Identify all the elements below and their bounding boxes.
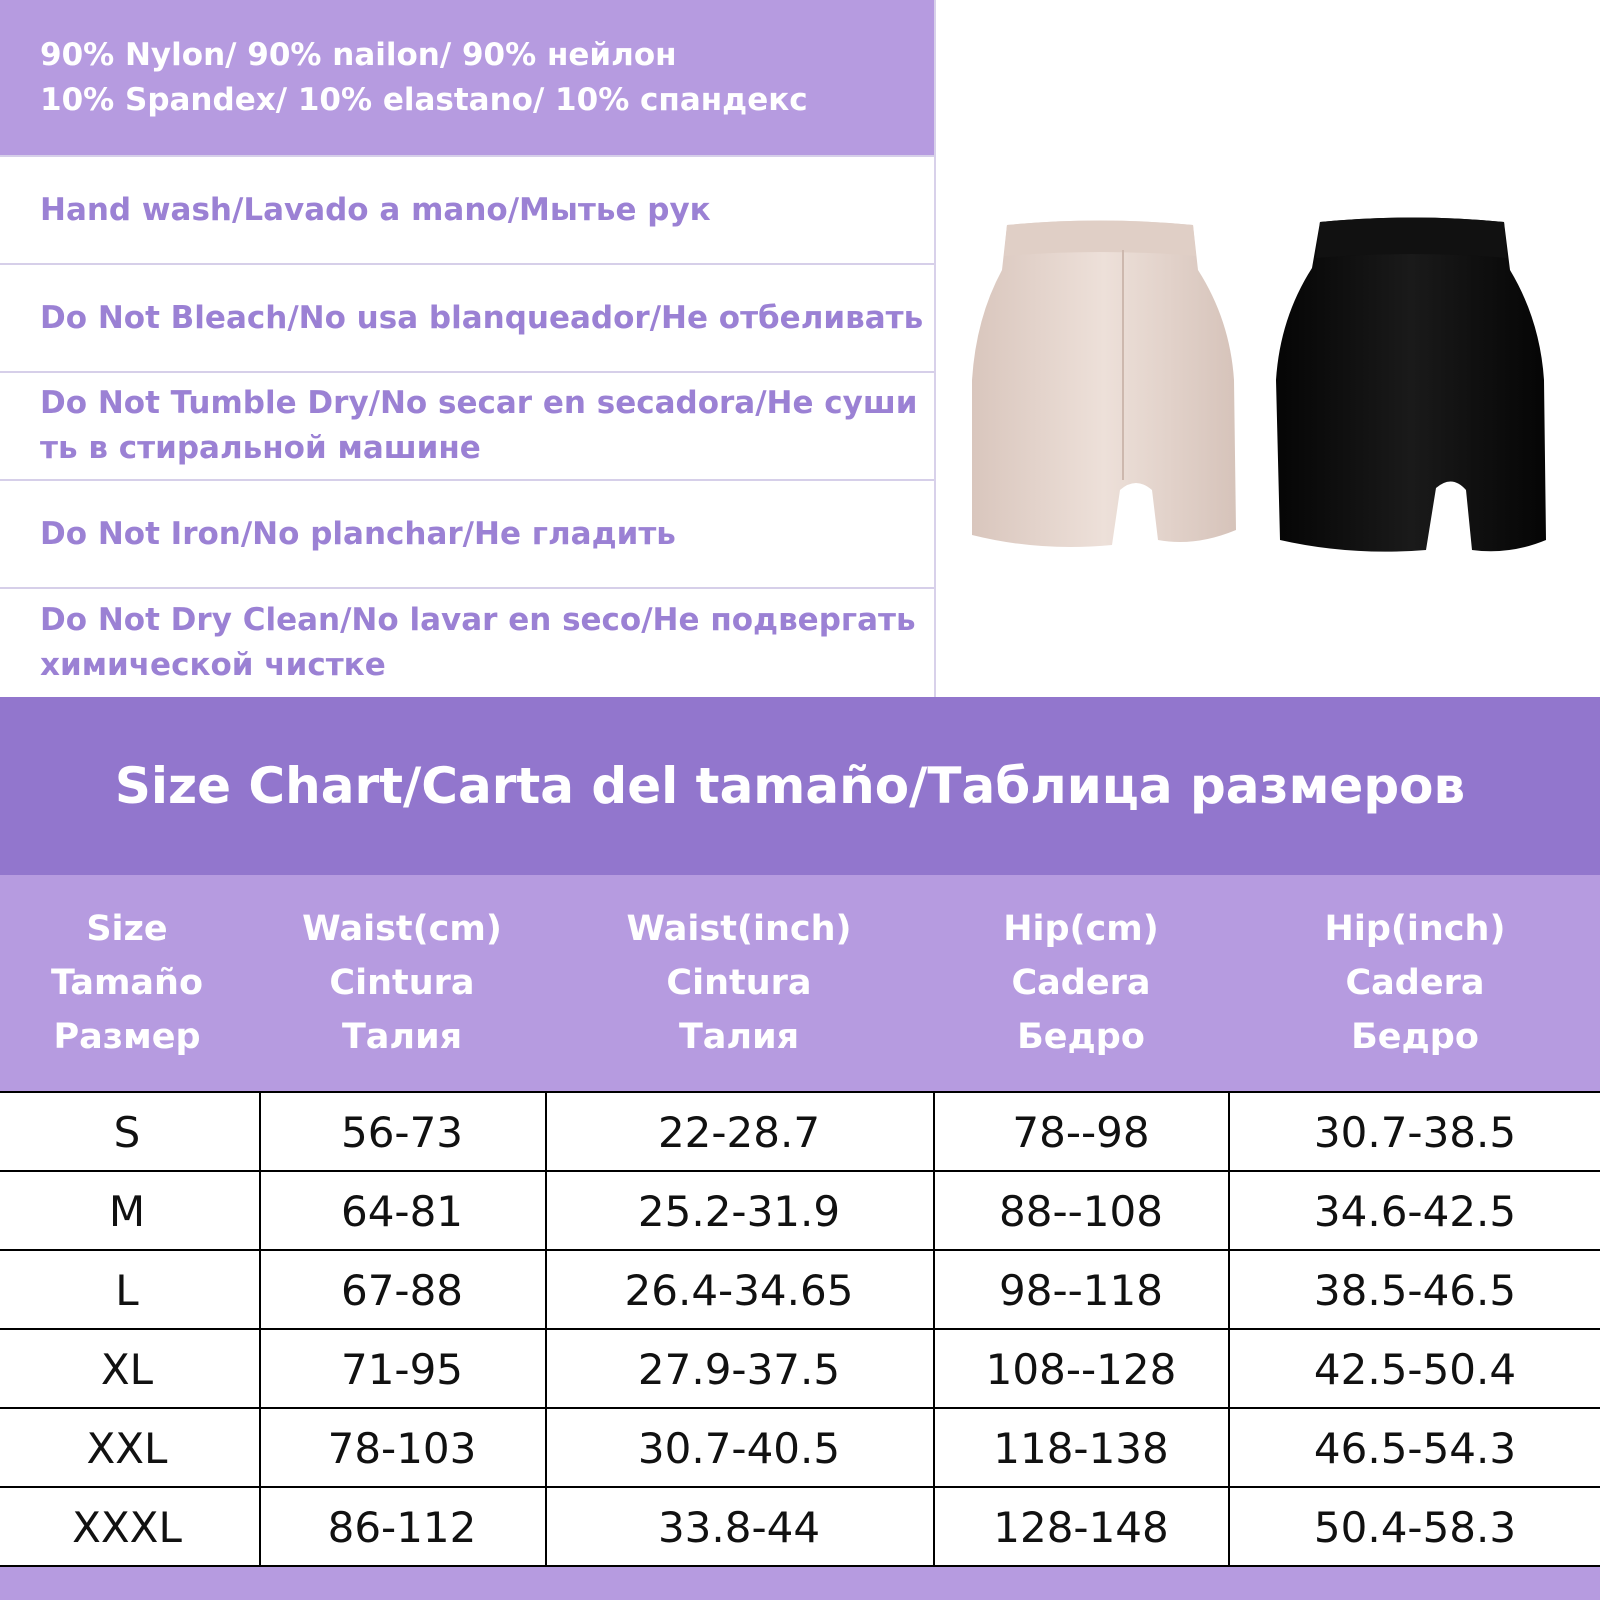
cell-size: XL (100, 1345, 154, 1394)
size-table-header (0, 875, 1600, 1091)
care-item-label: Do Not Tumble Dry/No secar en secadora/Не суши (40, 385, 918, 421)
cell-size: L (115, 1266, 139, 1315)
header-line: Cadera (1011, 963, 1151, 1003)
cell-waist-cm: 67-88 (340, 1266, 464, 1315)
care-item-label: химической чистке (40, 647, 386, 683)
header-waist-cm (260, 875, 544, 1091)
header-line: Hip(inch) (1324, 909, 1506, 949)
cell-hip-inch: 42.5-50.4 (1313, 1345, 1517, 1394)
cell-hip-cm: 108--128 (985, 1345, 1177, 1394)
header-line: Талия (678, 1017, 800, 1057)
cell-waist-inch: 22-28.7 (657, 1108, 821, 1157)
header-waist-inch (546, 875, 932, 1091)
table-row (0, 1172, 1600, 1251)
cell-size: S (113, 1108, 141, 1157)
cell-waist-cm: 64-81 (340, 1187, 464, 1236)
care-item-hand-wash (0, 157, 934, 265)
cell-hip-inch: 30.7-38.5 (1313, 1108, 1517, 1157)
header-size (0, 875, 254, 1091)
care-item-label: Do Not Dry Clean/No lavar en seco/Не подвергать (40, 602, 916, 638)
material-line: 90% Nylon/ 90% nailon/ 90% нейлон (40, 36, 677, 73)
cell-waist-inch: 27.9-37.5 (637, 1345, 841, 1394)
black-shorts-icon (1276, 218, 1546, 552)
care-item-label: ть в стиральной машине (40, 430, 481, 466)
header-line: Бедро (1017, 1017, 1145, 1057)
cell-waist-inch: 26.4-34.65 (624, 1266, 854, 1315)
header-line: Талия (341, 1017, 463, 1057)
care-item-no-tumble-dry (0, 373, 934, 481)
cell-waist-cm: 86-112 (327, 1503, 477, 1552)
header-line: Cintura (666, 963, 812, 1003)
care-item-no-iron (0, 481, 934, 589)
beige-shorts-icon (972, 221, 1236, 548)
footer-band (0, 1567, 1600, 1600)
cell-waist-inch: 25.2-31.9 (637, 1187, 841, 1236)
cell-waist-cm: 71-95 (340, 1345, 464, 1394)
cell-hip-cm: 128-148 (993, 1503, 1169, 1552)
material-line: 10% Spandex/ 10% elastano/ 10% спандекс (40, 81, 808, 118)
cell-hip-inch: 50.4-58.3 (1313, 1503, 1517, 1552)
header-hip-inch (1230, 875, 1600, 1091)
shorts-photo-icon (940, 200, 1600, 590)
product-photo (940, 200, 1600, 590)
table-row (0, 1330, 1600, 1409)
care-item-label: Hand wash/Lavado a mano/Мытье рук (40, 191, 711, 228)
care-item-label: Do Not Bleach/No usa blanqueador/Не отбеливать (40, 299, 924, 336)
care-instructions (0, 0, 936, 697)
table-row (0, 1409, 1600, 1488)
header-line: Cadera (1345, 963, 1485, 1003)
header-line: Size (86, 909, 168, 949)
header-line: Waist(cm) (302, 909, 502, 949)
size-chart-title: Size Chart/Carta del tamaño/Таблица размеров (114, 757, 1466, 815)
cell-waist-inch: 33.8-44 (657, 1503, 821, 1552)
cell-hip-inch: 34.6-42.5 (1313, 1187, 1517, 1236)
header-line: Hip(cm) (1003, 909, 1159, 949)
table-row (0, 1093, 1600, 1172)
cell-size: M (108, 1187, 146, 1236)
size-chart-banner (0, 697, 1600, 875)
care-item-label: Do Not Iron/No planchar/Не гладить (40, 515, 676, 552)
header-line: Бедро (1351, 1017, 1479, 1057)
care-item-no-dry-clean (0, 589, 934, 697)
header-line: Размер (53, 1017, 201, 1057)
size-table-body (0, 1091, 1600, 1567)
cell-hip-inch: 46.5-54.3 (1313, 1424, 1517, 1473)
header-hip-cm (934, 875, 1228, 1091)
care-item-no-bleach (0, 265, 934, 373)
cell-hip-cm: 98--118 (999, 1266, 1163, 1315)
cell-hip-inch: 38.5-46.5 (1313, 1266, 1517, 1315)
header-line: Tamaño (50, 963, 204, 1003)
table-row (0, 1251, 1600, 1330)
cell-waist-cm: 56-73 (340, 1108, 464, 1157)
cell-size: XXXL (72, 1503, 182, 1552)
cell-waist-cm: 78-103 (327, 1424, 477, 1473)
cell-hip-cm: 88--108 (999, 1187, 1163, 1236)
cell-waist-inch: 30.7-40.5 (637, 1424, 841, 1473)
header-line: Cintura (329, 963, 475, 1003)
cell-hip-cm: 118-138 (993, 1424, 1169, 1473)
header-line: Waist(inch) (626, 909, 852, 949)
cell-hip-cm: 78--98 (1012, 1108, 1150, 1157)
table-row (0, 1488, 1600, 1567)
cell-size: XXL (86, 1424, 168, 1473)
material-composition (0, 0, 934, 157)
